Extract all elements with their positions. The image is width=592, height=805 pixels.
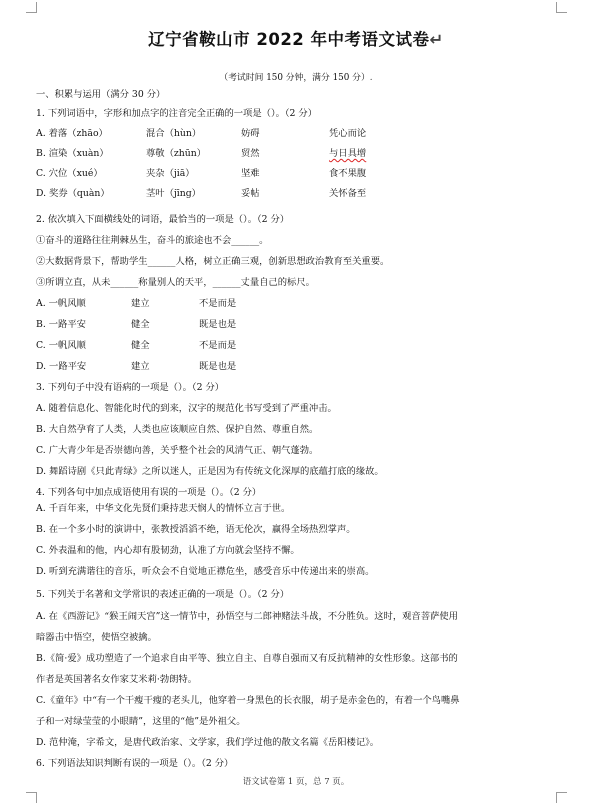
question-5-option-a-line-1: A. 在《西游记》“猴王闹天宫”这一情节中，孙悟空与二郎神赌法斗战，不分胜负。这时，观音菩萨使用 [36, 611, 458, 622]
margin-corner-mark [26, 2, 37, 13]
question-1-option-a: A. 着落（zhāo） 混合（hùn） 妨碍 凭心而论 [36, 128, 367, 139]
question-3-stem: 3. 下列句子中没有语病的一项是（）。（2 分） [36, 382, 225, 393]
question-5-option-b-line-1: B.《简·爱》成功塑造了一个追求自由平等、独立自主、自尊自强而又有反抗精神的女性形象。这部书的 [36, 653, 458, 664]
question-1-option-c: C. 穴位（xué） 夹杂（jiā） 坚难 食不果腹 [36, 168, 367, 179]
question-3-option-b: B. 大自然孕育了人类，人类也应该顺应自然、保护自然、尊重自然。 [36, 424, 319, 435]
margin-corner-mark [26, 792, 37, 803]
question-4-option-d: D. 听到充满谐往的音乐，听众会不自觉地正襟危坐，感受音乐中传递出来的崇高。 [36, 566, 375, 577]
margin-corner-mark [556, 2, 567, 13]
question-5-option-a-line-2: 暗器击中悟空，使悟空被擒。 [36, 632, 157, 643]
page-footer: 语文试卷第 1 页，总 7 页。 [242, 777, 350, 787]
question-2-sentence-1: ①奋斗的道路往往荆棘丛生，奋斗的旅途也不会______。 [36, 235, 269, 246]
section-heading: 一、积累与运用（满分 30 分） [36, 89, 166, 100]
question-1-stem: 1. 下列词语中，字形和加点字的注音完全正确的一项是（）。（2 分） [36, 108, 318, 119]
question-4-option-b: B. 在一个多小时的演讲中，张教授滔滔不绝，语无伦次，赢得全场热烈掌声。 [36, 524, 356, 535]
question-4-option-a: A. 千百年来，中华文化先贤们秉持悲天悯人的情怀立言于世。 [36, 503, 291, 514]
question-1-option-b: B. 渲染（xuàn） 尊敬（zhūn） 贸然 与日具增 [36, 148, 367, 159]
question-3-option-c: C. 广大青少年是否崇德向善，关乎整个社会的风清气正、朝气蓬勃。 [36, 445, 319, 456]
question-2-stem: 2. 依次填入下面横线处的词语，最恰当的一项是（）。（2 分） [36, 214, 290, 225]
question-5-option-c-line-1: C.《童年》中“有一个干瘦干瘦的老头儿，他穿着一身黑色的长衣服，胡子是赤金色的，有着一个鸟嘴鼻 [36, 695, 460, 706]
question-5-option-b-line-2: 作者是英国著名女作家艾米莉·勃朗特。 [36, 674, 198, 685]
question-2-sentence-2: ②大数据背景下，帮助学生______人格，树立正确三观，创新思想政治教育至关重要。 [36, 256, 390, 267]
question-2-option-c: C. 一帆风顺 健全 不是而是 [36, 340, 237, 351]
exam-info: （考试时间 150 分钟，满分 150 分）. [219, 73, 373, 83]
question-4-stem: 4. 下列各句中加点成语使用有误的一项是（）。（2 分） [36, 487, 262, 498]
question-5-option-c-line-2: 子和一对绿莹莹的小眼睛”，这里的“他”是外祖父。 [36, 716, 246, 727]
margin-corner-mark [556, 792, 567, 803]
question-5-stem: 5. 下列关于名著和文学常识的表述正确的一项是（）。（2 分） [36, 589, 290, 600]
question-3-option-d: D. 舞蹈诗剧《只此青绿》之所以迷人，正是因为有传统文化深厚的底蕴打底的缘故。 [36, 466, 384, 477]
question-2-option-b: B. 一路平安 健全 既是也是 [36, 319, 237, 330]
document-title: 辽宁省鞍山市 2022 年中考语文试卷↵ [148, 30, 444, 49]
question-2-option-d: D. 一路平安 建立 既是也是 [36, 361, 237, 372]
question-3-option-a: A. 随着信息化、智能化时代的到来，汉字的规范化书写受到了严重冲击。 [36, 403, 337, 414]
question-5-option-d: D. 范仲淹，字希文，是唐代政治家、文学家，我们学过他的散文名篇《岳阳楼记》。 [36, 737, 380, 748]
question-2-sentence-3: ③所谓立直，从未______称量别人的天平，______丈量自己的标尺。 [36, 277, 315, 288]
question-4-option-c: C. 外表温和的他，内心却有股韧劲，认准了方向就会坚持不懈。 [36, 545, 300, 556]
question-2-option-a: A. 一帆风顺 建立 不是而是 [36, 298, 237, 309]
question-1-option-d: D. 奖券（quàn） 茎叶（jīng） 妥帖 关怀备至 [36, 188, 367, 199]
question-6-stem: 6. 下列语法知识判断有误的一项是（）。（2 分） [36, 758, 234, 769]
